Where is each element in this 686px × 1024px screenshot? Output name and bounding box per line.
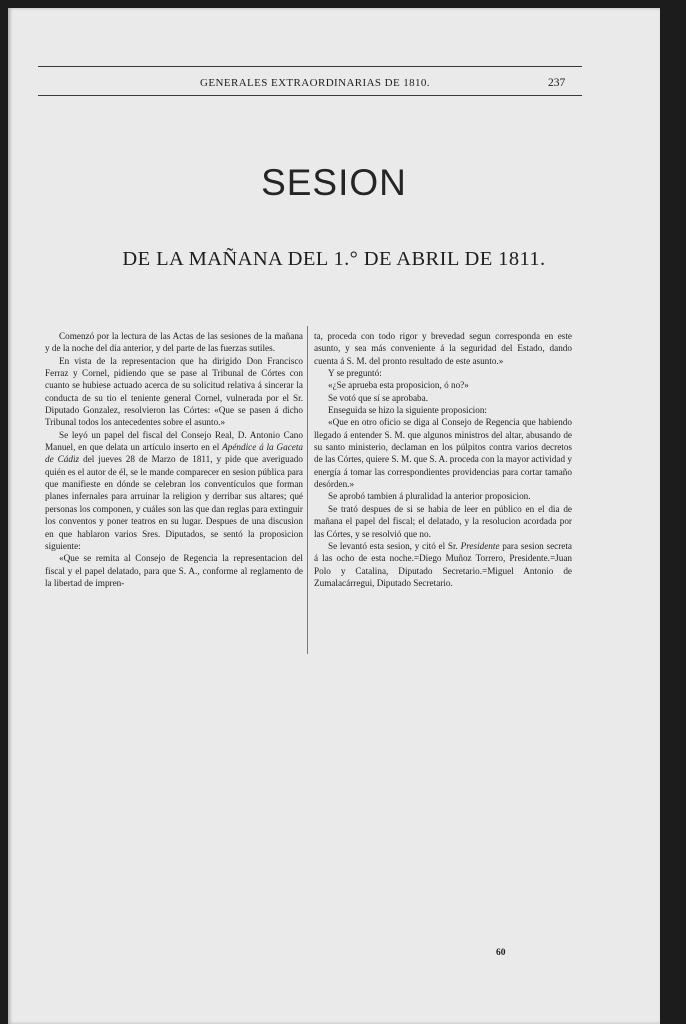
text-column-right: [314, 330, 572, 589]
paragraph: «Que se remita al Consejo de Regencia la representacion del fiscal y el papel delatado, para que S. A., conforme al reglamento de la libertad de impren-: [45, 553, 303, 588]
paragraph: Se votó que sí se aprobaba.: [328, 392, 429, 403]
paragraph: Se aprobó tambien á pluralidad la anterior proposicion.: [328, 491, 531, 502]
session-subtitle: DE LA MAÑANA DEL 1.° DE ABRIL DE 1811.: [122, 248, 546, 270]
signature-mark: 60: [496, 948, 506, 958]
paragraph-text: del jueves 28 de Marzo de 1811, y pide que averiguado quién es el autor de él, se le mande comparecer en sesion pública para que manifieste en dónde se celebran los conventículos que forman planes infernales para arruinar la religion y derribar sus altares; qué personas los componen, y cuáles son las que dan reglas para extinguir los conventos y poner teatros en su lugar. Despues de una discusion en que hablaron varios Sres. Diputados, se sentó la proposicion siguiente:: [45, 454, 303, 551]
header-rule-bottom: [38, 95, 582, 96]
session-title: SESION: [261, 162, 407, 203]
paragraph-text: para sesion secreta á las ocho de esta noche.=Diego Muñoz Torrero, Presidente.=Juan Polo y Catalina, Diputado Secretario.=Miguel Antonio de Zumalacárregui, Diputado Secretario.: [314, 540, 572, 588]
paragraph: Enseguida se hizo la siguiente proposicion:: [328, 405, 487, 416]
header-rule-top: [38, 66, 582, 67]
paragraph: [314, 540, 572, 589]
text-column-left: [45, 330, 303, 589]
paragraph: Se trató despues de si se habia de leer en público en el dia de mañana el papel del fiscal; el delatado, y la resolucion acordada por las Córtes, y se resolvió que no.: [314, 503, 572, 539]
running-header: GENERALES EXTRAORDINARIAS DE 1810.: [200, 77, 430, 89]
paragraph: ta, proceda con todo rigor y brevedad segun corresponda en este asunto, y sea más conveniente á la seguridad del Estado, dando cuenta á S. M. del pronto resultado de este asunto.»: [314, 331, 572, 366]
paragraph-text: Se levantó esta sesion, y citó el Sr.: [328, 540, 461, 551]
column-divider: [307, 326, 308, 654]
document-page: [8, 8, 660, 1024]
paragraph: Comenzó por la lectura de las Actas de las sesiones de la mañana y de la noche del dia anterior, y del parte de las fuerzas sutiles.: [45, 331, 303, 354]
italic-title: Apéndice á la Gaceta de Cádiz: [45, 442, 303, 465]
paragraph: «¿Se aprueba esta proposicion, ó no?»: [328, 380, 469, 391]
italic-word: Presidente: [460, 540, 500, 551]
page-number: 237: [548, 77, 566, 89]
paragraph: En vista de la representacion que ha dirigido Don Francisco Ferraz y Cornel, pidiendo que se pase al Tribunal de Córtes con cuanto se hubiese actuado acerca de su solicitud relativa á sincerar la conducta de su tio el teniente general Cornel, vulnerada por el Sr. Diputado Gonzalez, resolvieron las Córtes: «Que se pasen á dicho Tribunal todos los antecedentes sobre el asunto.»: [45, 355, 303, 428]
paragraph: Y se preguntó:: [328, 368, 382, 379]
paragraph: «Que en otro oficio se diga al Consejo de Regencia que habiendo llegado á entender S. M. que algunos ministros del altar, abusando de su santo ministerio, declaman en los púlpitos contra varios decretos de las Córtes, quiere S. M. que S. A. proceda con la mayor actividad y energía á tomar las correspondientes providencias para cortar tamaño desórden.»: [314, 417, 572, 490]
paragraph-text: Se leyó un papel del fiscal del Consejo Real, D. Antonio Cano Manuel, en que delata un artículo inserto en el: [45, 429, 303, 453]
paragraph: [45, 429, 303, 552]
